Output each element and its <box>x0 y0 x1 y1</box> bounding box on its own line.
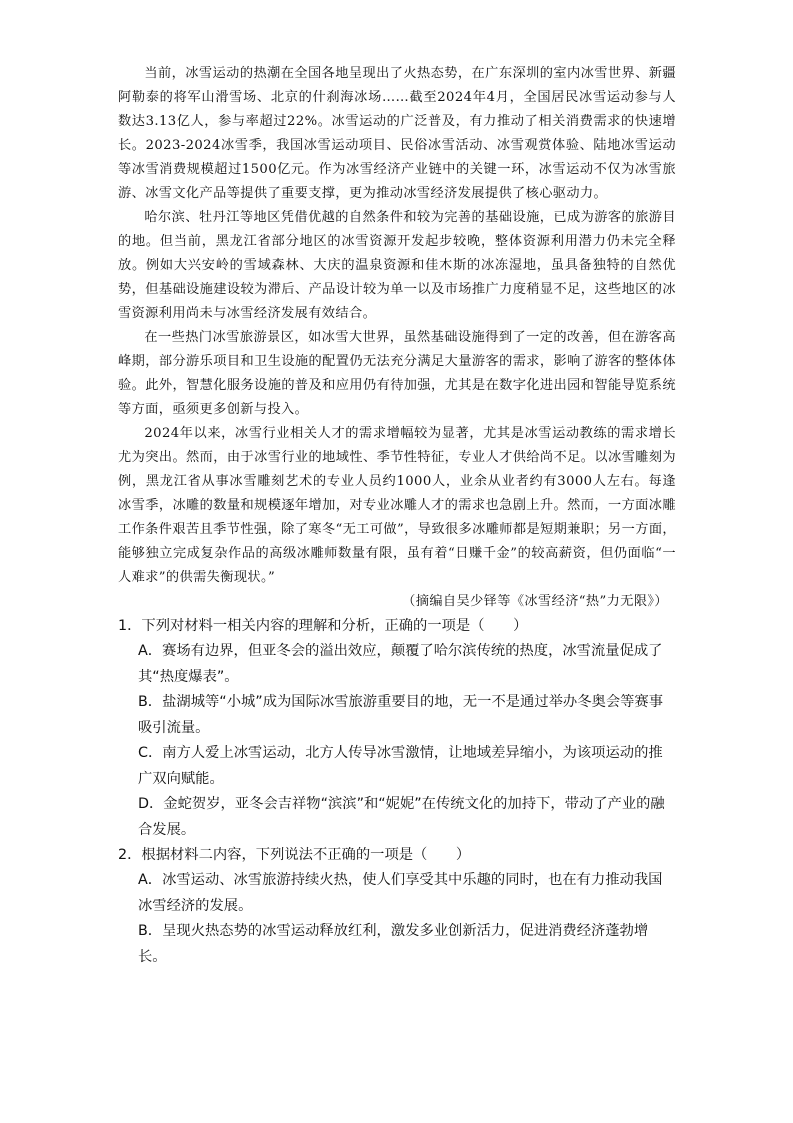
document-page <box>118 62 676 970</box>
question-1-stem: 1．下列对材料一相关内容的理解和分析，正确的一项是（ ） <box>118 618 528 634</box>
question-2-option-a[interactable]: A．冰雪运动、冰雪旅游持续火热，使人们享受其中乐趣的同时，也在有力推动我国冰雪经济的发展。 <box>138 872 663 914</box>
passage-paragraph-1: 当前，冰雪运动的热潮在全国各地呈现出了火热态势，在广东深圳的室内冰雪世界、新疆阿勒泰的将军山滑雪场、北京的什刹海冰场……截至2024年4月，全国居民冰雪运动参与人数达3.13亿人，参与率超过22%。冰雪运动的广泛普及，有力推动了相关消费需求的快速增长。2023-2024冰雪季，我国冰雪运动项目、民俗冰雪活动、冰雪观赏体验、陆地冰雪运动等冰雪消费规模超过1500亿元。作为冰雪经济产业链中的关键一环，冰雪运动不仅为冰雪旅游、冰雪文化产品等提供了重要支撑，更为推动冰雪经济发展提供了核心驱动力。 <box>118 66 676 201</box>
question-1-option-a[interactable]: A．赛场有边界，但亚冬会的溢出效应，颠覆了哈尔滨传统的热度，冰雪流量促成了其“热度爆表”。 <box>138 643 663 685</box>
question-2-stem: 2．根据材料二内容，下列说法不正确的一项是（ ） <box>118 847 471 863</box>
question-2 <box>118 843 676 970</box>
question-2-option-b[interactable]: B．呈现火热态势的冰雪运动释放红利，激发多业创新活力，促进消费经济蓬勃增长。 <box>138 923 649 965</box>
question-1 <box>118 614 676 843</box>
passage-paragraph-2: 哈尔滨、牡丹江等地区凭借优越的自然条件和较为完善的基础设施，已成为游客的旅游目的地。但当前，黑龙江省部分地区的冰雪资源开发起步较晚，整体资源利用潜力仍未完全释放。例如大兴安岭的雪域森林、大庆的温泉资源和佳木斯的冰冻湿地，虽具备独特的自然优势，但基础设施建设较为滞后、产品设计较为单一以及市场推广力度稍显不足，这些地区的冰雪资源利用尚未与冰雪经济发展有效结合。 <box>118 210 676 321</box>
passage-paragraph-4: 2024年以来，冰雪行业相关人才的需求增幅较为显著，尤其是冰雪运动教练的需求增长尤为突出。然而，由于冰雪行业的地域性、季节性特征，专业人才供给尚不足。以冰雪雕刻为例，黑龙江省从事冰雪雕刻艺术的专业人员约1000人，业余从业者约有3000人左右。每逢冰雪季，冰雕的数量和规模逐年增加，对专业冰雕人才的需求也急剧上升。然而，一方面冰雕工作条件艰苦且季节性强，除了寒冬“无工可做”，导致很多冰雕师都是短期兼职；另一方面，能够独立完成复杂作品的高级冰雕师数量有限，虽有着“日赚千金”的较高薪资，但仍面临“一人难求”的供需失衡现状。” <box>118 426 676 585</box>
question-1-option-d[interactable]: D．金蛇贺岁，亚冬会吉祥物“滨滨”和“妮妮”在传统文化的加持下，带动了产业的融合发展。 <box>138 796 665 838</box>
passage-paragraph-3: 在一些热门冰雪旅游景区，如冰雪大世界，虽然基础设施得到了一定的改善，但在游客高峰期，部分游乐项目和卫生设施的配置仍无法充分满足大量游客的需求，影响了游客的整体体验。此外，智慧化服务设施的普及和应用仍有待加强，尤其是在数字化进出园和智能导览系统等方面，亟须更多创新与投入。 <box>118 330 676 417</box>
passage-source: （摘编自吴少铎等《冰雪经济“热”力无限》） <box>402 594 668 609</box>
question-1-option-c[interactable]: C．南方人爱上冰雪运动，北方人传导冰雪激情，让地域差异缩小，为该项运动的推广双向赋能。 <box>138 745 663 787</box>
question-1-option-b[interactable]: B．盐湖城等“小城”成为国际冰雪旅游重要目的地，无一不是通过举办冬奥会等赛事吸引流量。 <box>138 694 664 736</box>
